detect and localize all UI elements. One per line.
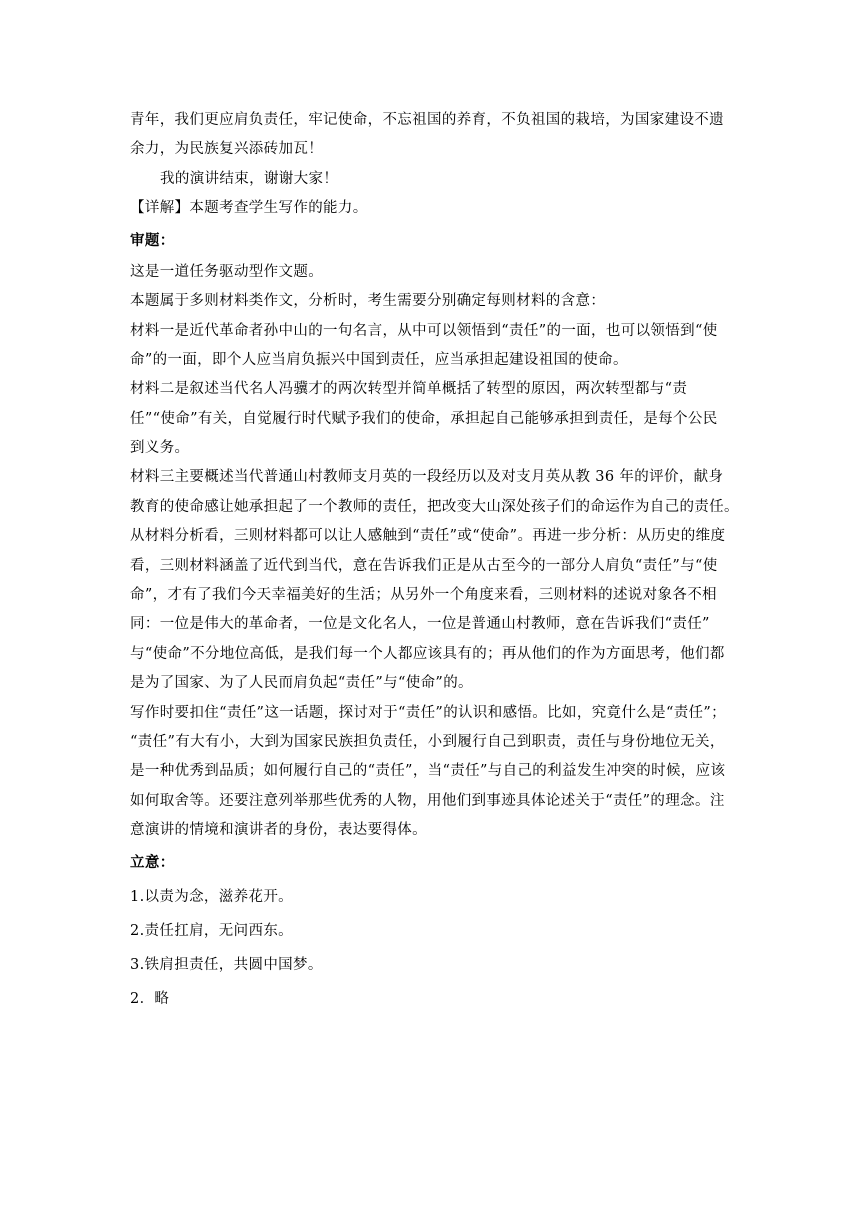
thesis-item-1: 1.以责为念，滋养花开。	[130, 888, 294, 905]
text-line: 意演讲的情境和演讲者的身份，表达要得体。	[130, 822, 427, 839]
text-line: 这是一道任务驱动型作文题。	[130, 263, 324, 280]
text-line: 与“使命”不分地位高低，是我们每一个人都应该具有的；再从他们的作为方面思考，他们都	[130, 645, 725, 662]
text-line: 是为了国家、为了人民而肩负起“责任”与“使命”的。	[130, 675, 473, 692]
text-line: 从材料分析看，三则材料都可以让人感触到“责任”或“使命”。再进一步分析：从历史的维度	[130, 528, 726, 545]
thesis-item-2: 2.责任扛肩，无问西东。	[130, 922, 294, 939]
text-line: 如何取舍等。还要注意列举那些优秀的人物，用他们到事迹具体论述关于“责任”的理念。注	[130, 792, 725, 809]
text-line: 是一种优秀到品质；如何履行自己的“责任”，当“责任”与自己的利益发生冲突的时候，应该	[130, 763, 726, 780]
text-line: 任”“使命”有关，自觉履行时代赋予我们的使命，承担起自己能够承担到责任，是每个公民	[130, 410, 718, 427]
text-line: 青年，我们更应肩负责任，牢记使命，不忘祖国的养育，不负祖国的栽培，为国家建设不遗	[130, 112, 724, 128]
section-heading-thesis: 立意：	[130, 853, 175, 871]
text-line: 命”的一面，即个人应当肩负振兴中国到责任，应当承担起建设祖国的使命。	[130, 351, 628, 368]
text-line: 余力，为民族复兴添砖加瓦！	[130, 141, 324, 158]
document-body	[130, 106, 742, 1017]
text-line: 同：一位是伟大的革命者，一位是文化名人，一位是普通山村教师，意在告诉我们“责任”	[130, 616, 710, 633]
text-line: 看，三则材料涵盖了近代到当代，意在告诉我们正是从古至今的一部分人肩负“责任”与“使	[130, 557, 718, 574]
text-line: 本题属于多则材料类作文，分析时，考生需要分别确定每则材料的含意：	[130, 293, 606, 310]
text-line: 材料二是叙述当代名人冯骥才的两次转型并简单概括了转型的原因，两次转型都与“责	[130, 381, 688, 398]
text-line: 材料一是近代革命者孙中山的一句名言，从中可以领悟到“责任”的一面，也可以领悟到“使	[130, 322, 718, 339]
text-line: 材料三主要概述当代普通山村教师支月英的一段经历以及对支月英从教 36 年的评价，献身	[130, 469, 724, 486]
question-2-answer: 2．略	[130, 991, 170, 1008]
closing-line: 我的演讲结束，谢谢大家！	[160, 170, 339, 187]
section-heading-review: 审题：	[130, 231, 175, 249]
thesis-item-3: 3.铁肩担责任，共圆中国梦。	[130, 957, 323, 974]
text-line: 写作时要扣住“责任”这一话题，探讨对于“责任”的认识和感悟。比如，究竟什么是“责任”；	[130, 704, 727, 721]
text-line: 教育的使命感让她承担起了一个教师的责任，把改变大山深处孩子们的命运作为自己的责任。	[130, 498, 739, 515]
text-line: 命”，才有了我们今天幸福美好的生活；从另外一个角度来看，三则材料的述说对象各不相	[130, 587, 717, 604]
text-line: “责任”有大有小，大到为国家民族担负责任，小到履行自己到职责，责任与身份地位无关，	[130, 734, 725, 750]
text-line: 到义务。	[130, 440, 190, 457]
explanation-heading: 【详解】本题考查学生写作的能力。	[130, 200, 368, 217]
